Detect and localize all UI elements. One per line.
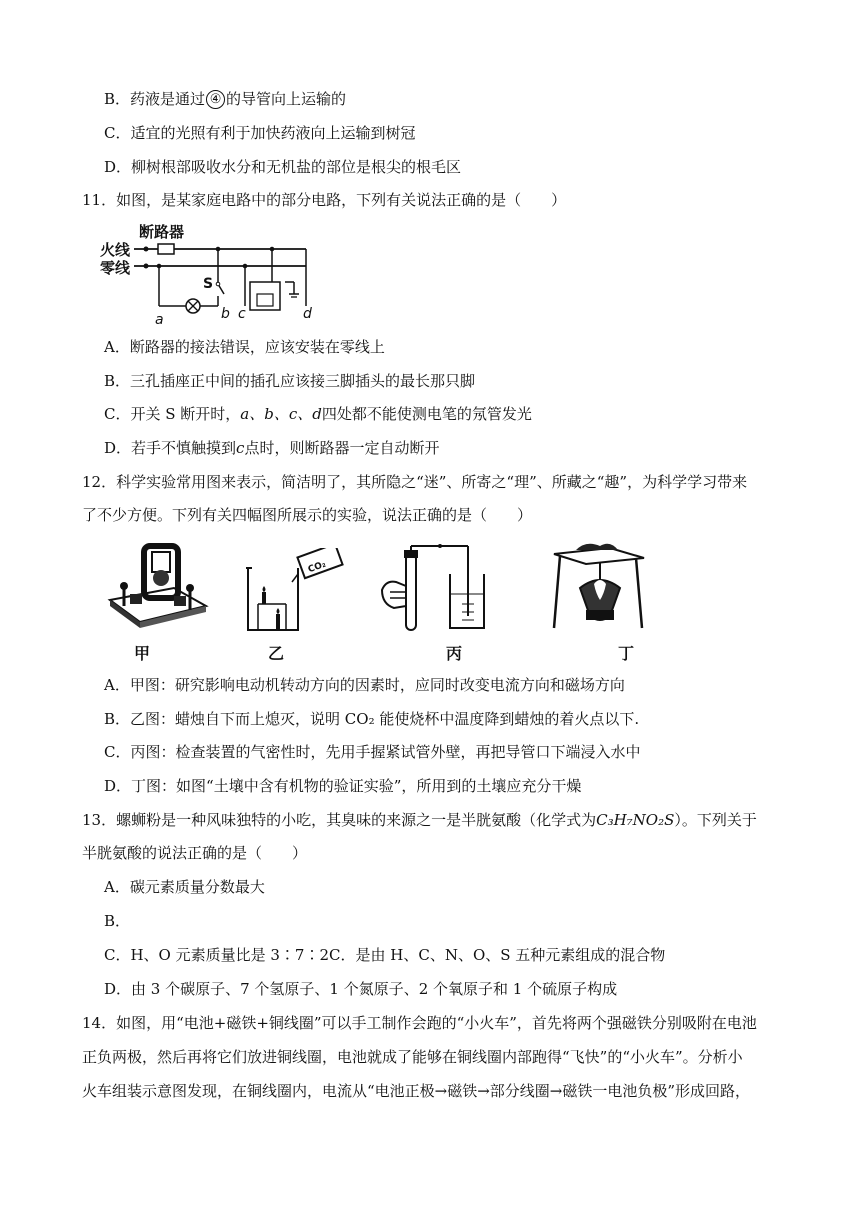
q11-option-a: A．断路器的接法错误，应该安装在零线上 xyxy=(104,338,385,356)
q12-option-d: D．丁图：如图“土壤中含有机物的验证实验”，所用到的土壤应充分干燥 xyxy=(104,777,582,795)
q12-option-a: A．甲图：研究影响电动机转动方向的因素时，应同时改变电流方向和磁场方向 xyxy=(104,676,625,694)
q10-option-d: D．柳树根部吸收水分和无机盐的部位是根尖的根毛区 xyxy=(104,158,462,176)
circled-four: ④ xyxy=(206,90,225,109)
figure-label-yi: 乙 xyxy=(268,644,285,663)
q11-option-b: B．三孔插座正中间的插孔应该接三脚插头的最长那只脚 xyxy=(104,372,476,390)
co2-candle-figure xyxy=(242,548,346,634)
q13-option-b: B． xyxy=(104,912,131,930)
q13-option-d: D．由 3 个碳原子、7 个氢原子、1 个氮原子、2 个氧原子和 1 个硫原子构成 xyxy=(104,980,618,998)
q13-stem-line2: 半胱氨酸的说法正确的是（ ） xyxy=(82,844,308,862)
figure-label-bing: 丙 xyxy=(446,644,463,663)
point-a-label: a xyxy=(155,312,164,328)
live-wire-label: 火线 xyxy=(100,241,131,259)
soil-heating-figure xyxy=(550,540,648,632)
motor-apparatus-figure xyxy=(104,538,212,630)
co2-label: CO₂ xyxy=(306,559,328,576)
q11-circuit-figure xyxy=(100,222,330,328)
airtightness-figure xyxy=(380,544,490,634)
q14-line3: 火车组装示意图发现，在铜线圈内，电流从“电池正极→磁铁→部分线圈→磁铁一电池负极”形成回路， xyxy=(82,1082,751,1100)
q13-stem-line1: 13．螺蛳粉是一种风味独特的小吃，其臭味的来源之一是半胱氨酸（化学式为C₃H₇NO₂S）。下列关于 xyxy=(82,811,757,829)
q12-stem-line1: 12．科学实验常用图来表示，简洁明了，其所隐之“迷”、所寄之“理”、所藏之“趣”，为科学学习带来 xyxy=(82,473,748,491)
chemical-formula: C₃H₇NO₂S xyxy=(596,811,675,829)
q11-option-c: C．开关 S 断开时，a、b、c、d四处都不能使测电笔的氖管发光 xyxy=(104,405,532,423)
q12-stem-line2: 了不少方便。下列有关四幅图所展示的实验，说法正确的是（ ） xyxy=(82,506,533,524)
figure-label-ding: 丁 xyxy=(618,644,635,663)
q14-line2: 正负两极，然后再将它们放进铜线圈，电池就成了能够在铜线圈内部跑得“飞快”的“小火车”。分析小 xyxy=(82,1048,743,1066)
point-b-label: b xyxy=(221,306,230,322)
figure-label-jia: 甲 xyxy=(134,644,151,663)
q10-option-b: B．药液是通过 ④ 的导管向上运输的 xyxy=(104,90,347,108)
neutral-wire-label: 零线 xyxy=(100,259,131,277)
q11-option-d: D．若手不慎触摸到c点时，则断路器一定自动断开 xyxy=(104,439,440,457)
breaker-label: 断路器 xyxy=(139,223,185,241)
q11-stem: 11．如图，是某家庭电路中的部分电路，下列有关说法正确的是（ ） xyxy=(82,191,567,209)
q13-option-c: C．H、O 元素质量比是 3∶7∶2C．是由 H、C、N、O、S 五种元素组成的混合物 xyxy=(104,946,666,964)
q10-option-c: C．适宜的光照有利于加快药液向上运输到树冠 xyxy=(104,124,416,142)
breaker-symbol xyxy=(158,244,174,254)
q14-line1: 14．如图，用“电池+磁铁+铜线圈”可以手工制作会跑的“小火车”，首先将两个强磁铁分别吸附在电池 xyxy=(82,1014,757,1032)
point-c-label: c xyxy=(238,306,246,322)
q13-option-a: A．碳元素质量分数最大 xyxy=(104,878,265,896)
switch-label: S xyxy=(203,276,214,292)
point-d-label: d xyxy=(303,306,312,322)
q12-option-c: C．丙图：检查装置的气密性时，先用手握紧试管外壁，再把导管口下端浸入水中 xyxy=(104,743,641,761)
q12-option-b: B．乙图：蜡烛自下而上熄灭，说明 CO₂ 能使烧杯中温度降到蜡烛的着火点以下. xyxy=(104,710,640,728)
